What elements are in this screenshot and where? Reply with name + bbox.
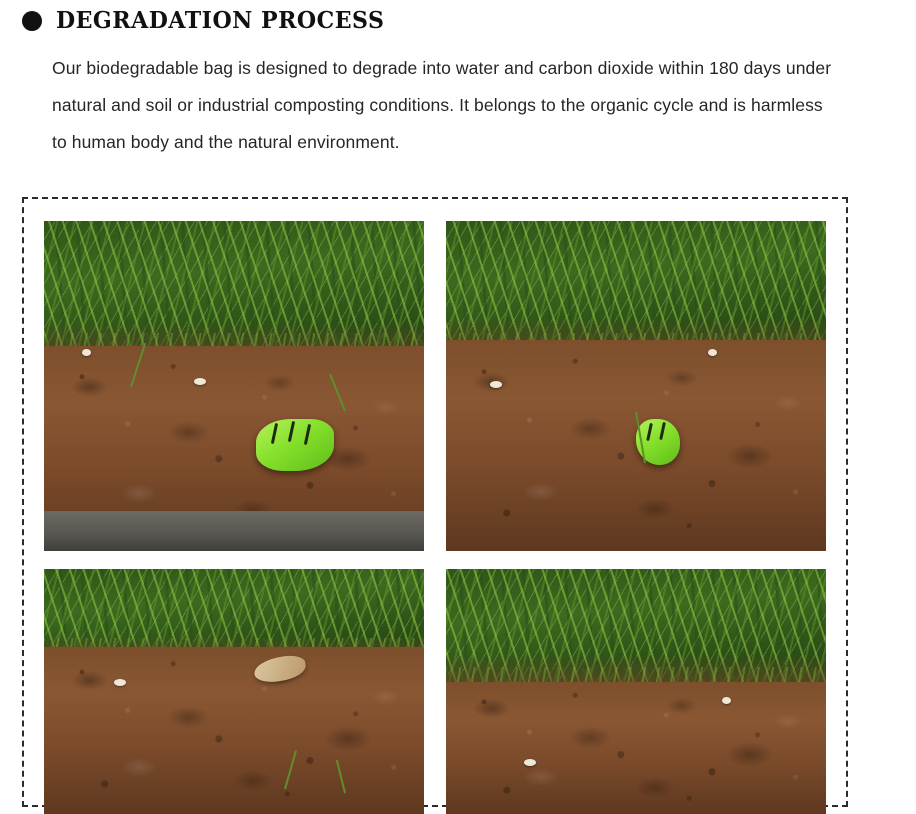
pebble	[722, 697, 731, 704]
grass-layer	[446, 569, 826, 696]
filled-circle-bullet-icon	[22, 11, 42, 31]
bag-stripe	[288, 421, 295, 442]
gallery-photo-stage-1	[44, 221, 424, 551]
intro-paragraph: Our biodegradable bag is designed to degrade into water and carbon dioxide within 180 days under natural and soil or industrial composting conditions. It belongs to the organic cycle and is harmless to human body and the natural environment.	[52, 58, 832, 152]
gallery-photo-stage-2	[446, 221, 826, 551]
gallery-photo-stage-3	[44, 569, 424, 814]
pebble	[194, 378, 206, 385]
pebble	[490, 381, 502, 388]
biodegradable-bag	[256, 419, 334, 471]
pebble	[524, 759, 536, 766]
soil-layer	[44, 647, 424, 814]
soil-layer	[446, 682, 826, 814]
road-strip	[44, 511, 424, 551]
gallery-photo-stage-4	[446, 569, 826, 814]
pebble	[114, 679, 126, 686]
pebble	[82, 349, 91, 356]
photo-gallery	[22, 197, 848, 807]
bag-stripe	[659, 422, 666, 441]
bag-stripe	[646, 423, 653, 442]
page-title: DEGRADATION PROCESS	[56, 6, 385, 34]
section-heading	[0, 0, 916, 34]
pebble	[708, 349, 717, 356]
bag-stripe	[304, 424, 311, 445]
bag-stripe	[271, 423, 278, 444]
